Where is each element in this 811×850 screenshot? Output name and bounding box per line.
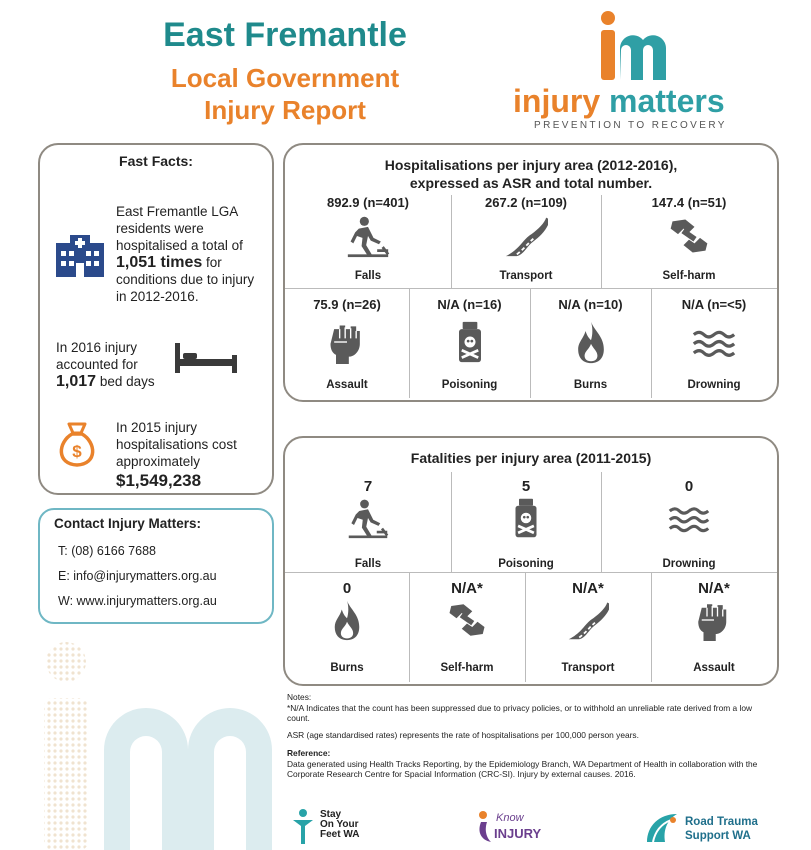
row-divider (285, 572, 777, 573)
fact2-pre: In 2016 injury accounted for (56, 340, 138, 372)
self-harm-icon (667, 214, 711, 258)
reference-text: Data generated using Health Tracks Reporting, by the Epidemiology Branch, WA Department of Health in collaboration with the Corporate Research Centre for Spacial Information (CRC-SI). Injury by external causes. 2016. (287, 758, 758, 779)
falls-icon (347, 497, 389, 539)
fatalities-cell (651, 580, 777, 680)
hospital-icon (54, 233, 106, 279)
self-harm-icon (446, 599, 488, 641)
hospitalisations-panel (283, 143, 779, 402)
notes-asr: ASR (age standardised rates) represents the rate of hospitalisations per 100,000 person years. (287, 729, 639, 740)
hospitalisations-cell (285, 195, 451, 288)
fact-hospitalisations (116, 203, 266, 305)
fatalities-cell (601, 478, 777, 572)
road-icon (504, 214, 548, 258)
hospitalisations-value: 75.9 (n=26) (313, 297, 381, 312)
hospitalisations-value: 147.4 (n=51) (651, 195, 727, 210)
fatalities-cell (409, 580, 525, 680)
fatalities-label: Falls (354, 558, 382, 570)
injury-matters-logo-icon (598, 8, 668, 83)
stay-line1: Stay (320, 809, 342, 820)
fact-cost (116, 419, 266, 489)
road-trauma-icon (643, 812, 681, 844)
know-injury-icon (475, 810, 495, 844)
hospitalisations-cell (601, 195, 777, 288)
hospitalisations-cell (651, 297, 777, 397)
poison-bottle-icon (505, 497, 547, 539)
fatalities-value: 5 (521, 478, 531, 495)
flame-icon (326, 599, 368, 641)
fatalities-label: Self-harm (440, 662, 494, 674)
hospitalisations-cell (409, 297, 530, 397)
money-bag-icon (54, 420, 100, 468)
logo-tagline: PREVENTION TO RECOVERY (534, 120, 727, 131)
fatalities-value: 0 (342, 580, 352, 597)
hospitalisations-value: N/A (n=<5) (681, 297, 747, 312)
fact-bed-days (56, 339, 176, 390)
poison-bottle-icon (448, 320, 492, 364)
hospitalisations-cell (530, 297, 651, 397)
know-injury-text1: Know (496, 812, 524, 824)
row-divider (285, 288, 777, 289)
hospitalisations-cell (285, 297, 409, 397)
stay-line2: On Your (320, 819, 359, 830)
hospitalisations-title-line1: Hospitalisations per injury area (2012-2016), (384, 157, 678, 173)
hospitalisations-cell (451, 195, 601, 288)
fatalities-cell (285, 580, 409, 680)
logo-suffix: matters (609, 83, 725, 119)
fact2-post: bed days (99, 374, 155, 389)
logo-prefix: injury (513, 83, 601, 119)
contact-website-link[interactable]: W: www.injurymatters.org.au (58, 594, 217, 608)
injury-matters-logo-text (513, 83, 725, 120)
fatalities-panel (283, 436, 779, 686)
report-title: East Fremantle (163, 16, 407, 54)
fist-icon (325, 320, 369, 364)
falls-icon (346, 214, 390, 258)
hospitalisations-label: Falls (354, 270, 382, 282)
fatalities-title: Fatalities per injury area (2011-2015) (410, 450, 652, 466)
hospitalisations-label: Poisoning (441, 379, 498, 391)
fist-icon (693, 599, 735, 641)
fast-facts-panel (38, 143, 274, 495)
stay-on-your-feet-logo (320, 810, 359, 840)
fatalities-label: Assault (693, 662, 735, 674)
stay-line3: Feet WA (320, 829, 360, 840)
hospitalisations-label: Transport (499, 270, 553, 282)
contact-email-link[interactable]: E: info@injurymatters.org.au (58, 569, 217, 583)
fact3-pre: In 2015 injury hospitalisations cost approximately (116, 420, 237, 469)
fast-facts-title: Fast Facts: (119, 153, 193, 169)
report-subtitle-line2: Injury Report (204, 95, 366, 125)
fact1-post: for conditions due to injury in 2012-2016. (116, 255, 255, 304)
stay-on-your-feet-figure-icon (290, 808, 316, 846)
fact2-value: 1,017 (56, 373, 97, 390)
hospitalisations-label: Burns (573, 379, 608, 391)
fatalities-cell (285, 478, 451, 572)
hospitalisations-label: Assault (326, 379, 368, 391)
hospitalisations-value: N/A (n=16) (437, 297, 502, 312)
fatalities-label: Poisoning (498, 558, 554, 570)
fatalities-value: N/A* (572, 580, 604, 597)
contact-title: Contact Injury Matters: (54, 516, 202, 531)
fatalities-label: Drowning (662, 558, 716, 570)
road-trauma-line2: Support WA (685, 830, 751, 842)
fatalities-value: 7 (363, 478, 373, 495)
reference-heading: Reference: (287, 748, 331, 758)
know-injury-text2: INJURY (494, 826, 542, 841)
notes-suppression: *N/A Indicates that the count has been suppressed due to privacy policies, or to withhold an unreliable rate derived from a low count. (287, 702, 753, 723)
road-trauma-line1: Road Trauma (685, 816, 758, 828)
road-icon (567, 599, 609, 641)
fact1-value: 1,051 times (116, 254, 203, 271)
waves-icon (692, 320, 736, 364)
flame-icon (569, 320, 613, 364)
fatalities-cell (451, 478, 601, 572)
road-trauma-logo (685, 815, 758, 843)
fatalities-label: Burns (330, 662, 364, 674)
fact3-value: $1,549,238 (116, 471, 202, 490)
hospitalisations-label: Self-harm (662, 270, 716, 282)
hospitalisations-title-line2: expressed as ASR and total number. (409, 175, 653, 191)
report-subtitle-line1: Local Government (170, 63, 400, 93)
contact-phone[interactable]: T: (08) 6166 7688 (58, 544, 156, 558)
hospitalisations-value: N/A (n=10) (558, 297, 623, 312)
fatalities-label: Transport (561, 662, 615, 674)
fatalities-value: 0 (684, 478, 694, 495)
notes-section (287, 692, 777, 780)
svg-text:$: $ (72, 442, 82, 461)
notes-heading: Notes: (287, 692, 312, 702)
fatalities-value: N/A* (698, 580, 730, 597)
contact-panel (38, 508, 274, 624)
hospitalisations-label: Drowning (687, 379, 741, 391)
hospitalisations-value: 267.2 (n=109) (484, 195, 568, 210)
bed-icon (173, 343, 239, 373)
fatalities-cell (525, 580, 651, 680)
hospitalisations-value: 892.9 (n=401) (326, 195, 410, 210)
fatalities-value: N/A* (451, 580, 483, 597)
im-watermark-icon (40, 640, 280, 850)
waves-icon (668, 497, 710, 539)
fact1-pre: East Fremantle LGA residents were hospitalised a total of (116, 204, 243, 253)
